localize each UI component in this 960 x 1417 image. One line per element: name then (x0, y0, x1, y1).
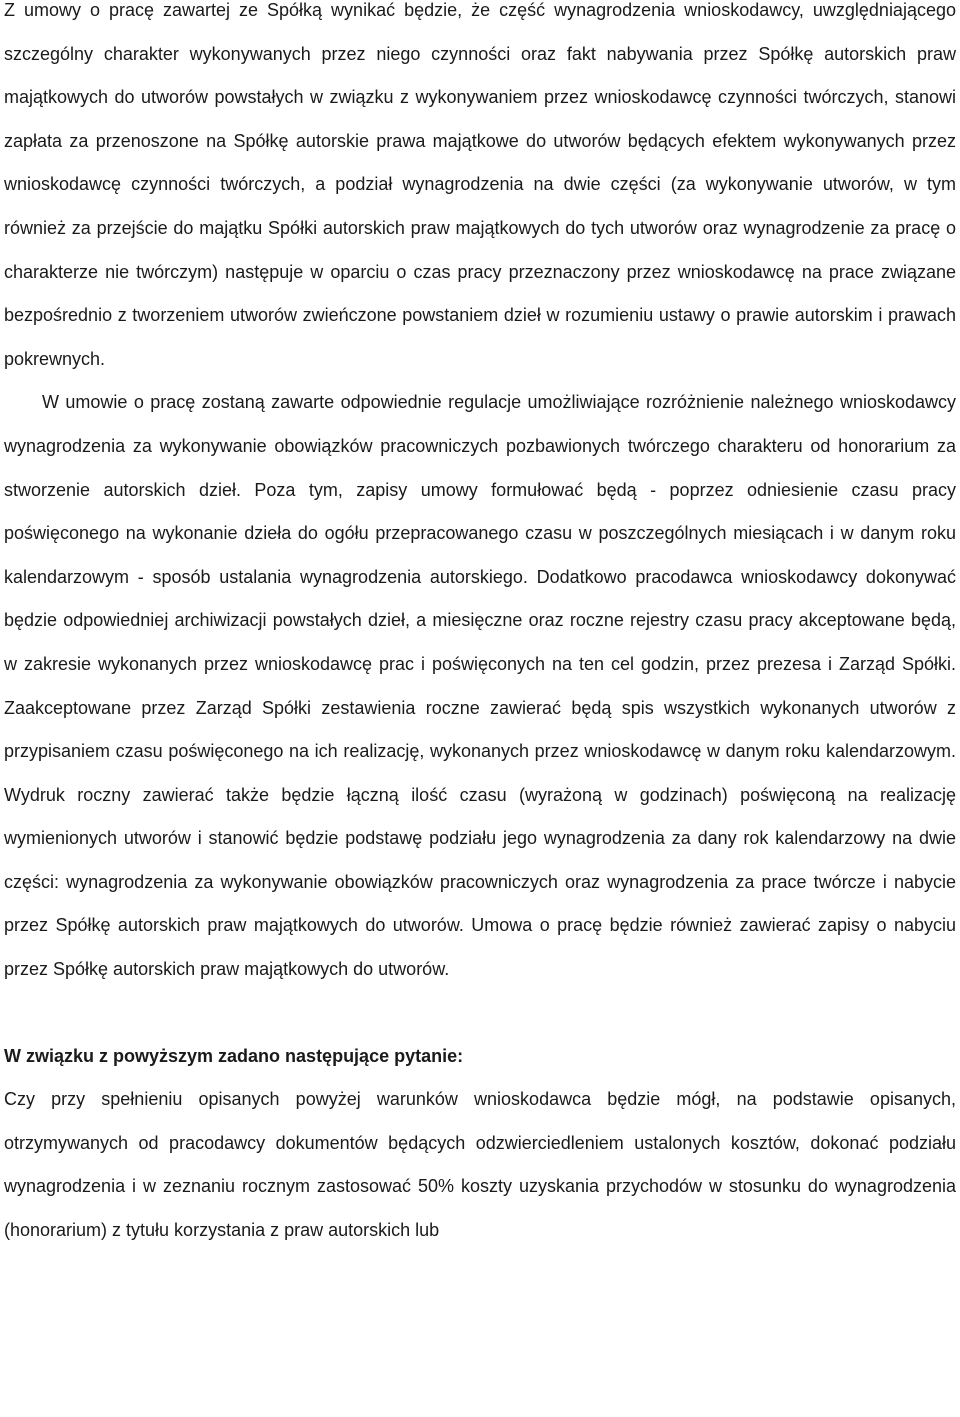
paragraph-contract-regulations: W umowie o pracę zostaną zawarte odpowiednie regulacje umożliwiające rozróżnienie należnego wnioskodawcy wynagrodzenia za wykonywanie obowiązków pracowniczych pozbawionych twórczego charakteru od honorarium za stworzenie autorskich dzieł. Poza tym, zapisy umowy formułować będą - poprzez odniesienie czasu pracy poświęconego na wykonanie dzieła do ogółu przepracowanego czasu w poszczególnych miesiącach i w danym roku kalendarzowym - sposób ustalania wynagrodzenia autorskiego. Dodatkowo pracodawca wnioskodawcy dokonywać będzie odpowiedniej archiwizacji powstałych dzieł, a miesięczne oraz roczne rejestry czasu pracy akceptowane będą, w zakresie wykonanych przez wnioskodawcę prac i poświęconych na ten cel godzin, przez prezesa i Zarząd Spółki. Zaakceptowane przez Zarząd Spółki zestawienia roczne zawierać będą spis wszystkich wykonanych utworów z przypisaniem czasu poświęconego na ich realizację, wykonanych przez wnioskodawcę w danym roku kalendarzowym. Wydruk roczny zawierać także będzie łączną ilość czasu (wyrażoną w godzinach) poświęconą na realizację wymienionych utworów i stanowić będzie podstawę podziału jego wynagrodzenia za dany rok kalendarzowy na dwie części: wynagrodzenia za wykonywanie obowiązków pracowniczych oraz wynagrodzenia za prace twórcze i nabycie przez Spółkę autorskich praw majątkowych do utworów. Umowa o pracę będzie również zawierać zapisy o nabyciu przez Spółkę autorskich praw majątkowych do utworów. (4, 392, 956, 980)
paragraph-employment-contract: Z umowy o pracę zawartej ze Spółką wynikać będzie, że część wynagrodzenia wnioskodawcy, uwzględniającego szczególny charakter wykonywanych przez niego czynności oraz fakt nabywania przez Spółkę autorskich praw majątkowych do utworów powstałych w związku z wykonywaniem przez wnioskodawcę czynności twórczych, stanowi zapłata za przenoszone na Spółkę autorskie prawa majątkowe do utworów będących efektem wykonywanych przez wnioskodawcę czynności twórczych, a podział wynagrodzenia na dwie części (za wykonywanie utworów, w tym również za przejście do majątku Spółki autorskich praw majątkowych do tych utworów oraz wynagrodzenie za pracę o charakterze nie twórczym) następuje w oparciu o czas pracy przeznaczony przez wnioskodawcę na prace związane bezpośrednio z tworzeniem utworów zwieńczone powstaniem dzieł w rozumieniu ustawy o prawie autorskim i prawach pokrewnych. (4, 0, 956, 369)
question-heading: W związku z powyższym zadano następujące pytanie: (4, 1045, 464, 1066)
document-page (4, 0, 956, 1253)
question-text: Czy przy spełnieniu opisanych powyżej warunków wnioskodawca będzie mógł, na podstawie opisanych, otrzymywanych od pracodawcy dokumentów będących odzwierciedleniem ustalonych kosztów, dokonać podziału wynagrodzenia i w zeznaniu rocznym zastosować 50% koszty uzyskania przychodów w stosunku do wynagrodzenia (honorarium) z tytułu korzystania z praw autorskich lub (4, 1089, 956, 1241)
